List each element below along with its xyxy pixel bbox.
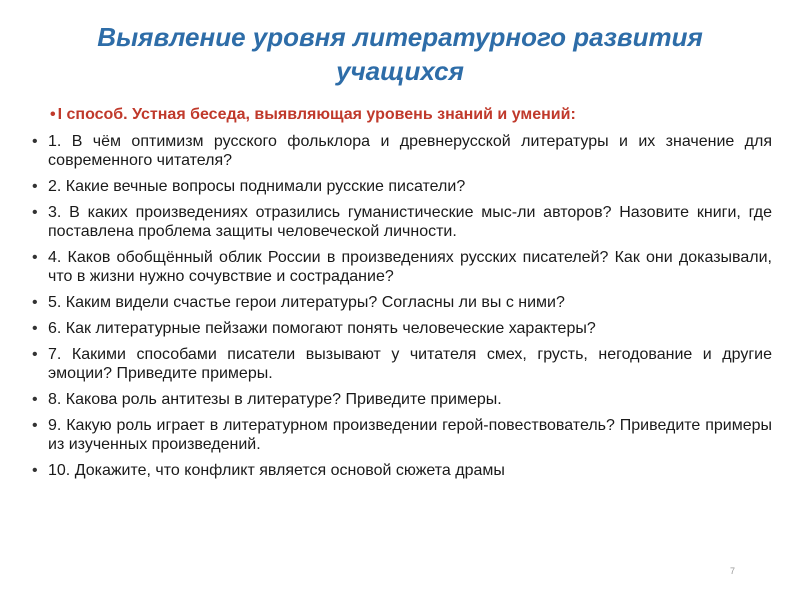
list-item (24, 461, 772, 480)
question-text: 8. Какова роль антитезы в литературе? Приведите примеры. (48, 391, 502, 408)
question-text: 6. Как литературные пейзажи помогают понять человеческие характеры? (48, 320, 596, 337)
slide-subtitle (50, 104, 770, 126)
list-item (24, 416, 772, 454)
question-text: 3. В каких произведениях отразились гуманистические мыс-ли авторов? Назовите книги, где поставлена проблема защиты человеческой личности. (48, 204, 772, 240)
question-text: 9. Какую роль играет в литературном произведении герой-повествователь? Приведите примеры из изученных произведений. (48, 417, 772, 453)
question-text: 1. В чём оптимизм русского фольклора и древнерусской литературы и их значение для современного читателя? (48, 133, 772, 169)
question-text: 2. Какие вечные вопросы поднимали русские писатели? (48, 178, 466, 195)
question-text: 10. Докажите, что конфликт является основой сюжета драмы (48, 462, 505, 479)
question-text: 4. Каков обобщённый облик России в произведениях русских писателей? Как они доказывали, что в жизни нужно сочувствие и сострадание? (48, 249, 772, 285)
bullet-icon: • (32, 204, 38, 221)
list-item (24, 203, 772, 241)
bullet-icon: • (32, 391, 38, 408)
list-item (24, 132, 772, 170)
question-text: 7. Какими способами писатели вызывают у читателя смех, грусть, негодование и другие эмоции? Приведите примеры. (48, 346, 772, 382)
subtitle-text: I способ. Устная беседа, выявляющая уровень знаний и умений: (57, 106, 576, 123)
list-item (24, 345, 772, 383)
bullet-icon: • (32, 133, 38, 150)
list-item (24, 248, 772, 286)
bullet-icon: • (32, 178, 38, 195)
bullet-icon: • (32, 249, 38, 266)
list-item (24, 293, 772, 312)
list-item (24, 390, 772, 409)
bullet-icon: • (32, 462, 38, 479)
bullet-icon: • (32, 320, 38, 337)
bullet-icon: • (32, 417, 38, 434)
slide-title: Выявление уровня литературного развития учащихся (97, 22, 703, 86)
bullet-icon: • (32, 294, 38, 311)
bullet-icon: • (50, 106, 56, 123)
list-item (24, 177, 772, 196)
question-list (24, 132, 772, 487)
list-item (24, 319, 772, 338)
page-number: 7 (730, 566, 736, 576)
question-text: 5. Каким видели счастье герои литературы? Согласны ли вы с ними? (48, 294, 565, 311)
bullet-icon: • (32, 346, 38, 363)
